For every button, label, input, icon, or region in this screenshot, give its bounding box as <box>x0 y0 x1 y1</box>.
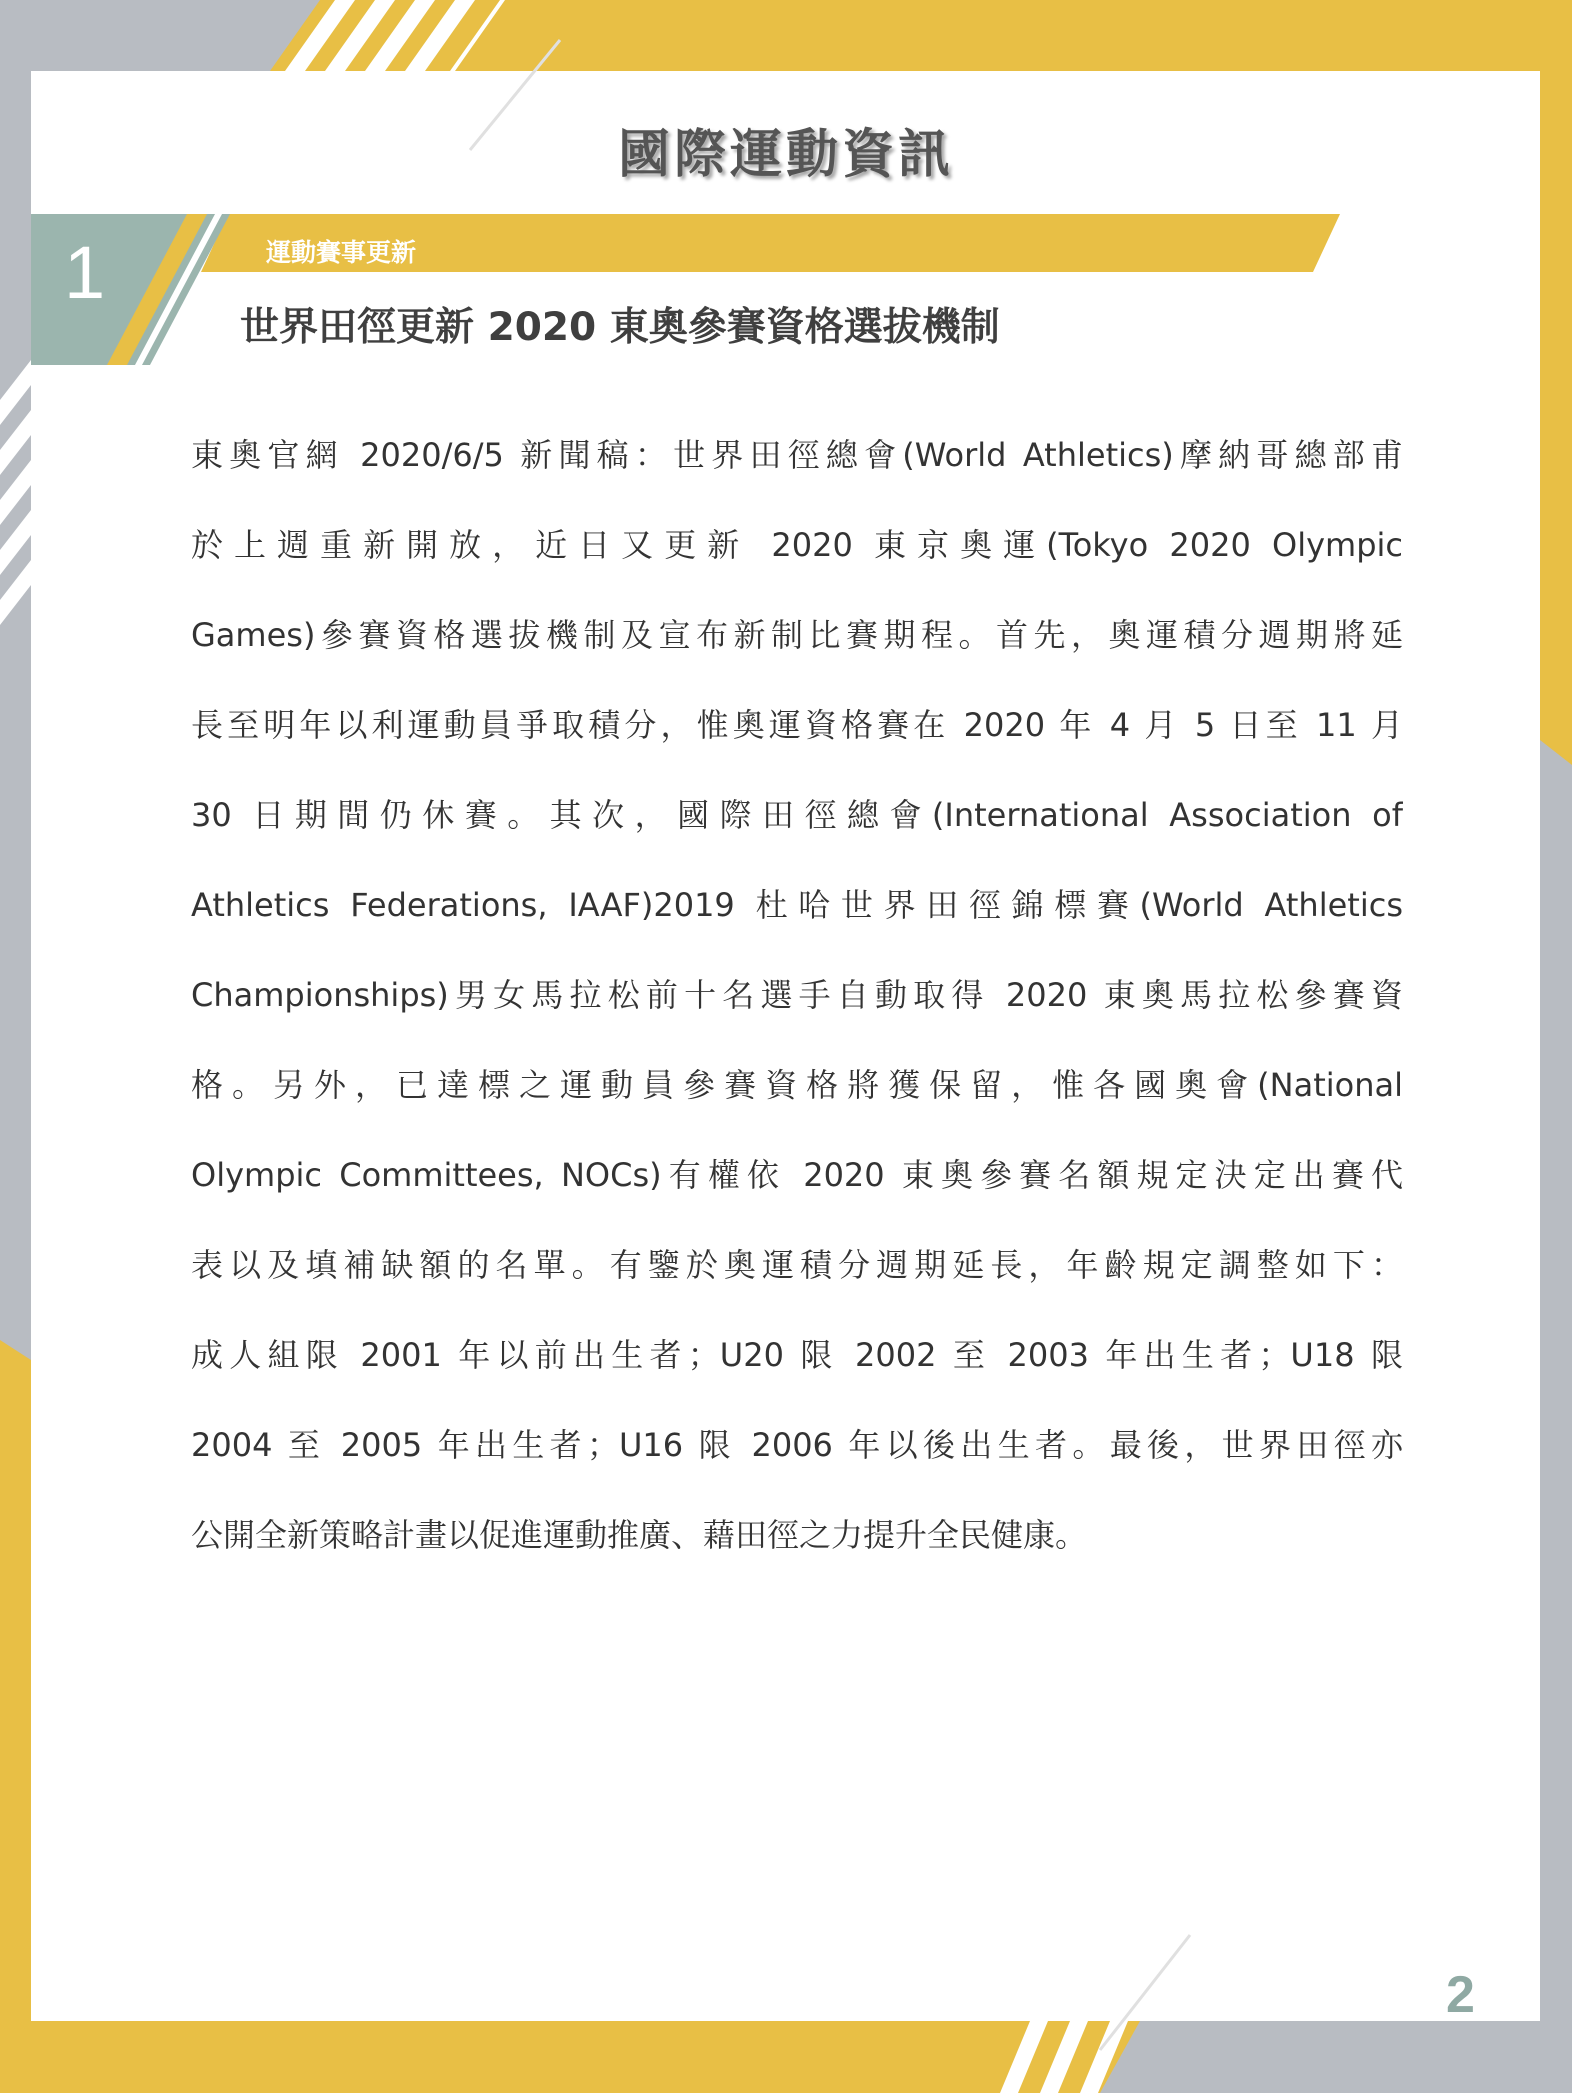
bottom-accent-line <box>1100 1935 1190 2050</box>
body-line: 2004 至 2005 年出生者；U16 限 2006 年以後出生者。最後，世界田徑亦 <box>191 1426 1403 1464</box>
body-line: 於上週重新開放，近日又更新 2020 東京奧運(Tokyo 2020 Olympic <box>191 526 1403 564</box>
page-title: 國際運動資訊 <box>617 125 954 185</box>
body-line: 東奧官網 2020/6/5 新聞稿：世界田徑總會(World Athletics)摩納哥總部甫 <box>191 436 1403 474</box>
body-line: Championships)男女馬拉松前十名選手自動取得 2020 東奧馬拉松參賽資 <box>191 976 1403 1014</box>
article-title: 世界田徑更新 2020 東奧參賽資格選拔機制 <box>240 305 1000 350</box>
body-line: 表以及填補缺額的名單。有鑒於奧運積分週期延長，年齡規定調整如下： <box>191 1246 1403 1284</box>
article-body <box>191 410 1403 1580</box>
page-number: 2 <box>1446 1966 1475 2024</box>
body-line: Olympic Committees, NOCs)有權依 2020 東奧參賽名額規定決定出賽代 <box>191 1156 1403 1194</box>
body-line: 成人組限 2001 年以前出生者；U20 限 2002 至 2003 年出生者；U18 限 <box>191 1336 1403 1374</box>
body-line: Athletics Federations, IAAF)2019 杜哈世界田徑錦標賽(World Athletics <box>191 886 1403 924</box>
body-line: Games)參賽資格選拔機制及宣布新制比賽期程。首先，奧運積分週期將延 <box>191 616 1403 654</box>
body-line: 30 日期間仍休賽。其次，國際田徑總會(International Association of <box>191 796 1403 834</box>
section-number: 1 <box>64 231 106 314</box>
body-line: 長至明年以利運動員爭取積分，惟奧運資格賽在 2020 年 4 月 5 日至 11 月 <box>191 706 1403 744</box>
category-label: 運動賽事更新 <box>266 238 417 267</box>
body-line: 格。另外，已達標之運動員參賽資格將獲保留，惟各國奧會(National <box>191 1066 1403 1104</box>
body-line: 公開全新策略計畫以促進運動推廣、藉田徑之力提升全民健康。 <box>191 1516 1088 1554</box>
